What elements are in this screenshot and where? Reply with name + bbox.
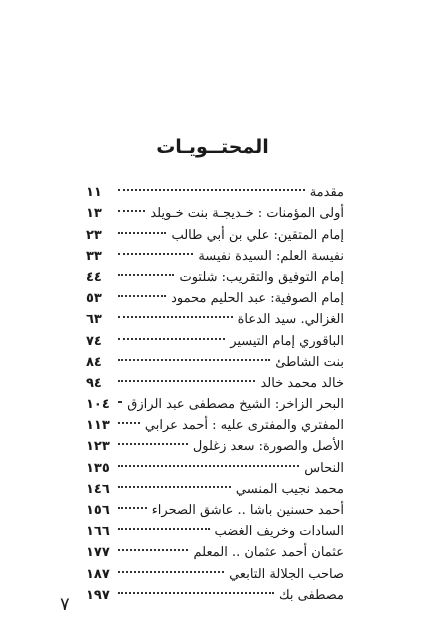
dot-leader: [116, 493, 149, 514]
toc-page-number: ١٢٣: [86, 439, 110, 455]
toc-page-number: ٧٤: [86, 333, 102, 349]
toc-page-number: ١٣: [86, 206, 102, 222]
toc-page-number: ٨٤: [86, 354, 102, 370]
toc-entry-title: أولى المؤمنات : خـديجـة بنت خـويلد: [150, 206, 344, 222]
toc-entry-title: عثمان أحمد عثمان .. المعلم: [193, 545, 344, 561]
toc-entry-title: مصطفى بك: [278, 587, 344, 603]
dot-leader: [116, 429, 190, 450]
dot-leader: [116, 556, 226, 577]
toc-page-number: ١٠٤: [86, 397, 110, 413]
toc-entry-title: الباقوري إمام التيسير: [230, 333, 344, 349]
dot-leader: [116, 472, 233, 493]
dot-leader: [116, 345, 272, 366]
toc-entry-title: بنت الشاطئ: [275, 354, 344, 370]
folio-page-number: ٧: [60, 594, 70, 615]
toc-row: [86, 175, 344, 201]
toc-entry-title: إمام الصوفية: عبد الحليم محمود: [171, 291, 344, 307]
toc-page-number: ١٨٧: [86, 566, 110, 582]
toc-entry-title: الغزالي. سيد الدعاة: [237, 312, 344, 328]
toc-entry-title: البحر الزاخر: الشيخ مصطفى عبد الرازق: [127, 397, 344, 413]
dot-leader: [116, 196, 147, 217]
dot-leader: [116, 260, 176, 281]
dot-leader: [116, 175, 307, 196]
toc-entry-title: خالد محمد خالد: [260, 375, 344, 391]
toc-entry-title: أحمد حسنين باشا .. عاشق الصحراء: [151, 503, 344, 518]
toc-heading: المحتــويـات: [156, 136, 269, 158]
toc-page-number: ١٣٥: [86, 460, 110, 476]
toc-page-number: ٣٣: [86, 248, 102, 264]
toc-page-number: ١٩٧: [86, 587, 110, 603]
dot-leader: [116, 366, 257, 387]
toc-page-number: ١٧٧: [86, 545, 110, 561]
toc-page-number: ١١: [86, 185, 102, 201]
toc-entry-title: مقدمة: [309, 185, 344, 201]
toc-page-number: ٩٤: [86, 375, 102, 391]
toc-entry-title: إمام التوفيق والتقريب: شلتوت: [179, 269, 344, 285]
dot-leader: [116, 408, 142, 429]
dot-leader: [116, 302, 235, 323]
toc-row: [86, 196, 344, 222]
toc-page-number: ١٥٦: [86, 503, 110, 518]
toc-entry-title: السادات وخريف الغضب: [214, 524, 344, 540]
dot-leader: [116, 450, 301, 471]
toc-page-number: ٥٣: [86, 291, 102, 307]
dot-leader: [116, 535, 190, 556]
dot-leader: [116, 387, 124, 408]
table-of-contents: [86, 175, 344, 603]
dot-leader: [116, 217, 168, 238]
toc-entry-title: صاحب الجلالة التابعي: [229, 566, 344, 582]
dot-leader: [116, 239, 195, 260]
toc-page-number: ١١٣: [86, 418, 110, 434]
toc-page-number: ١٦٦: [86, 524, 110, 540]
toc-entry-title: النحاس: [304, 460, 344, 476]
dot-leader: [116, 281, 168, 302]
toc-entry-title: محمد نجيب المنسي: [235, 481, 344, 497]
toc-entry-title: المفتري والمفترى عليه : أحمد عرابي: [144, 418, 344, 434]
toc-entry-title: الأصل والصورة: سعد زغلول: [192, 439, 344, 455]
toc-page-number: ١٤٦: [86, 481, 110, 497]
dot-leader: [116, 578, 276, 599]
toc-page-number: ٢٣: [86, 227, 102, 243]
dot-leader: [116, 514, 212, 535]
toc-entry-title: نفيسة العلم: السيدة نفيسة: [198, 248, 344, 264]
toc-page-number: ٦٣: [86, 312, 102, 328]
toc-page-number: ٤٤: [86, 269, 102, 285]
toc-entry-title: إمام المتقين: علي بن أبي طالب: [171, 227, 344, 243]
dot-leader: [116, 323, 227, 344]
